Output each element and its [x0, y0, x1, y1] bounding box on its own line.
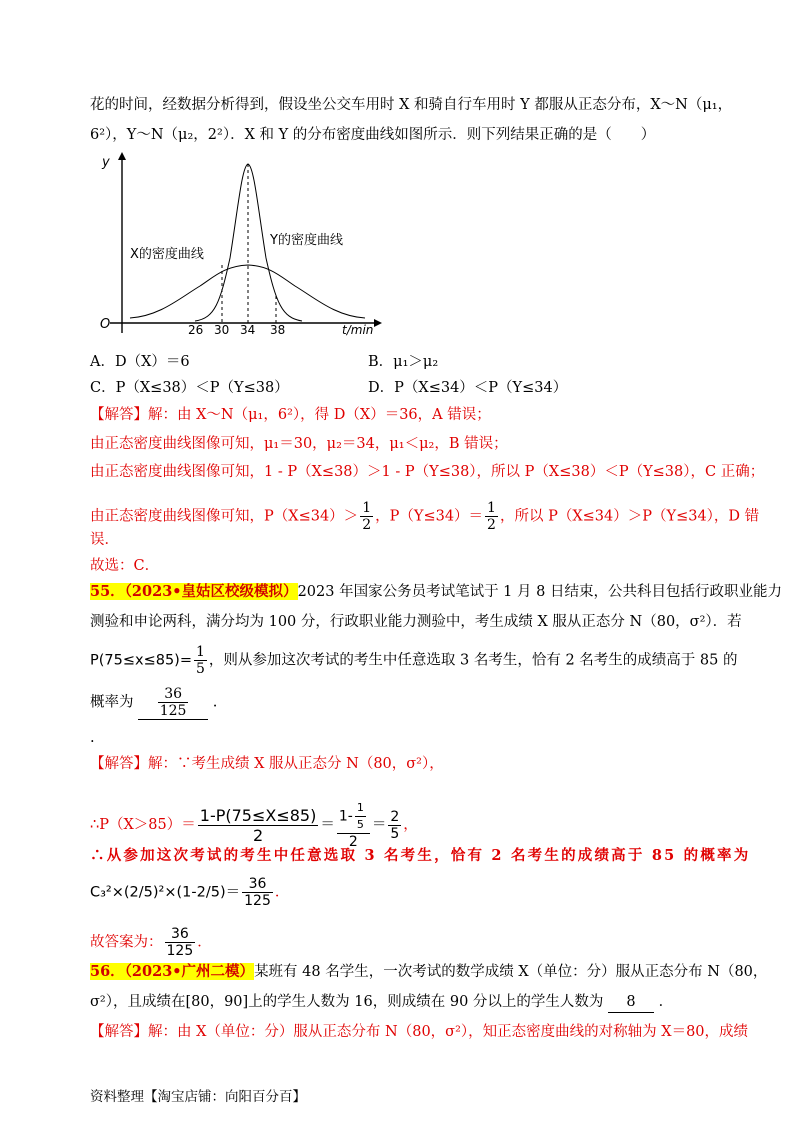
q55-final-answer: 故答案为： $\frac{36}{125}$ ．	[90, 926, 212, 959]
q55-combination-expr: C₃²×(2/5)²×(1-2/5)＝	[90, 884, 241, 901]
q56-line-2: σ²），且成绩在[80，90]上的学生人数为 16，则成绩在 90 分以上的学生人数为 8 ．	[90, 992, 673, 1013]
q54-answer-line-1: 【解答】解：由 X～N（μ₁，6²），得 D（X）＝36，A 错误；	[90, 407, 491, 423]
q54-answer-line-2: 由正态密度曲线图像可知，μ₁＝30，μ₂＝34，μ₁＜μ₂，B 错误；	[90, 436, 508, 452]
q56-line-1	[90, 962, 767, 982]
page-footer: 资料整理【淘宝店铺：向阳百分百】	[90, 1089, 306, 1105]
q55-solution-line-3: ∴从参加这次考试的考生中任意选取 3 名考生，恰有 2 名考生的成绩高于 85 的概率为	[90, 847, 751, 864]
equals-sign-2: ＝	[371, 817, 387, 833]
half-fraction-1: $\frac{1}{2}$	[362, 500, 372, 533]
q55-text-1: 2023 年国家公务员考试笔试于 1 月 8 日结束，公共科目包括行政职业能力	[297, 584, 782, 600]
q55-solution-line-2: ∴P（X＞85）＝ $\frac{1-P(75\le X\le 85)}{2}$ ＝ 1- $\frac{1}{5}$ 2 ＝ $\frac{2}{5}$ ，	[90, 801, 418, 850]
q54-answer-4b: ，P（Y≤34）＝	[375, 508, 484, 525]
q55-line-1	[90, 582, 782, 602]
q55-result-fraction: $\frac{36}{125}$	[244, 876, 271, 909]
q54-answer-4c: ，所以 P（X≤34）＞P（Y≤34），D 错	[499, 508, 760, 525]
q54-answer-line-4	[90, 500, 759, 533]
q55-fraction-3: $\frac{2}{5}$	[390, 808, 400, 842]
q54-choice: 故选：C．	[90, 558, 160, 574]
x-axis-arrow	[374, 319, 382, 327]
equals-sign-1: ＝	[320, 817, 335, 833]
q55-fraction-1: $\frac{1-P(75\le X\le 85)}{2}$	[199, 805, 317, 845]
tick-34: 34	[240, 323, 256, 337]
q54-answer-4a: 由正态密度曲线图像可知，P（X≤34）＞	[90, 508, 359, 525]
x-axis-label: t/min	[342, 323, 374, 337]
q54-answer-line-3: 由正态密度曲线图像可知，1 - P（X≤38）＞1 - P（Y≤38），所以 P（X≤38）＜P（Y≤38），C 正确；	[90, 464, 765, 480]
y-axis-label: y	[102, 155, 110, 170]
origin-label: O	[100, 317, 111, 332]
q55-final-label: 故答案为：	[90, 934, 163, 951]
q55-line-2: 测验和申论两科，满分均为 100 分，行政职业能力测验中，考生成绩 X 服从正态分 N（80，σ²）．若	[90, 614, 742, 630]
option-c: C．P（X≤38）＜P（Y≤38）	[90, 380, 289, 396]
tick-30: 30	[214, 323, 230, 337]
y-axis-arrow	[118, 152, 126, 160]
q55-text-3: ，则从参加这次考试的考生中任意选取 3 名考生，恰有 2 名考生的成绩高于 85 的	[208, 652, 738, 669]
q54-answer-line-5: 误．	[90, 532, 119, 548]
option-a: A．D（X）＝6	[90, 354, 190, 370]
tick-26: 26	[188, 323, 204, 337]
q55-line-4	[90, 686, 217, 720]
tick-38: 38	[270, 323, 286, 337]
density-curve-figure	[90, 148, 400, 338]
half-fraction-2: $\frac{1}{2}$	[487, 500, 496, 533]
q55-solution-line-1: 【解答】解：∵考生成绩 X 服从正态分 N（80，σ²），	[90, 756, 444, 772]
q55-solution-2-prefix: ∴P（X＞85）＝	[90, 817, 196, 833]
q55-stray-dot: .	[90, 730, 95, 746]
q55-line-3	[90, 644, 737, 677]
option-b: B．μ₁＞μ₂	[368, 354, 439, 370]
q56-text-1: 某班有 48 名学生，一次考试的数学成绩 X（单位：分）服从正态分布 N（80，	[254, 964, 768, 980]
q55-period: .	[212, 694, 218, 711]
q55-text-4: 概率为	[90, 694, 134, 711]
q54-line-1: 花的时间，经数据分析得到，假设坐公交车用时 X 和骑自行车用时 Y 都服从正态分布，X～N（μ₁，	[90, 97, 733, 113]
q55-answer-fraction: $\frac{36}{125}$	[159, 686, 187, 719]
q55-final-fraction: $\frac{36}{125}$	[166, 926, 194, 959]
q56-number-badge: 56．（2023•广州二模）	[90, 963, 255, 980]
q55-fraction-2: 1- $\frac{1}{5}$ 2	[337, 800, 370, 850]
y-curve-label: Y的密度曲线	[270, 233, 343, 248]
q56-solution-line-1: 【解答】解：由 X（单位：分）服从正态分布 N（80，σ²），知正态密度曲线的对称轴为 X＝80，成绩	[90, 1024, 749, 1040]
q55-solution-line-4: C₃²×(2/5)²×(1-2/5)＝ $\frac{36}{125}$ ．	[90, 876, 290, 909]
q56-answer-blank: 8	[608, 992, 654, 1013]
q55-prob-fraction: $\frac{1}{5}$	[196, 644, 205, 677]
q55-prob-prefix: P(75≤x≤85)=	[90, 652, 192, 669]
q56-text-2: σ²），且成绩在[80，90]上的学生人数为 16，则成绩在 90 分以上的学生人数为	[90, 994, 604, 1010]
option-d: D．P（X≤34）＜P（Y≤34）	[368, 380, 568, 396]
q54-line-2: 6²），Y～N（μ₂，2²）．X 和 Y 的分布密度曲线如图所示．则下列结果正确的是（ ）	[90, 127, 656, 143]
q55-answer-blank	[138, 686, 208, 720]
x-curve-label: X的密度曲线	[130, 247, 204, 262]
q55-number-badge: 55．（2023•皇姑区校级模拟）	[90, 583, 298, 600]
